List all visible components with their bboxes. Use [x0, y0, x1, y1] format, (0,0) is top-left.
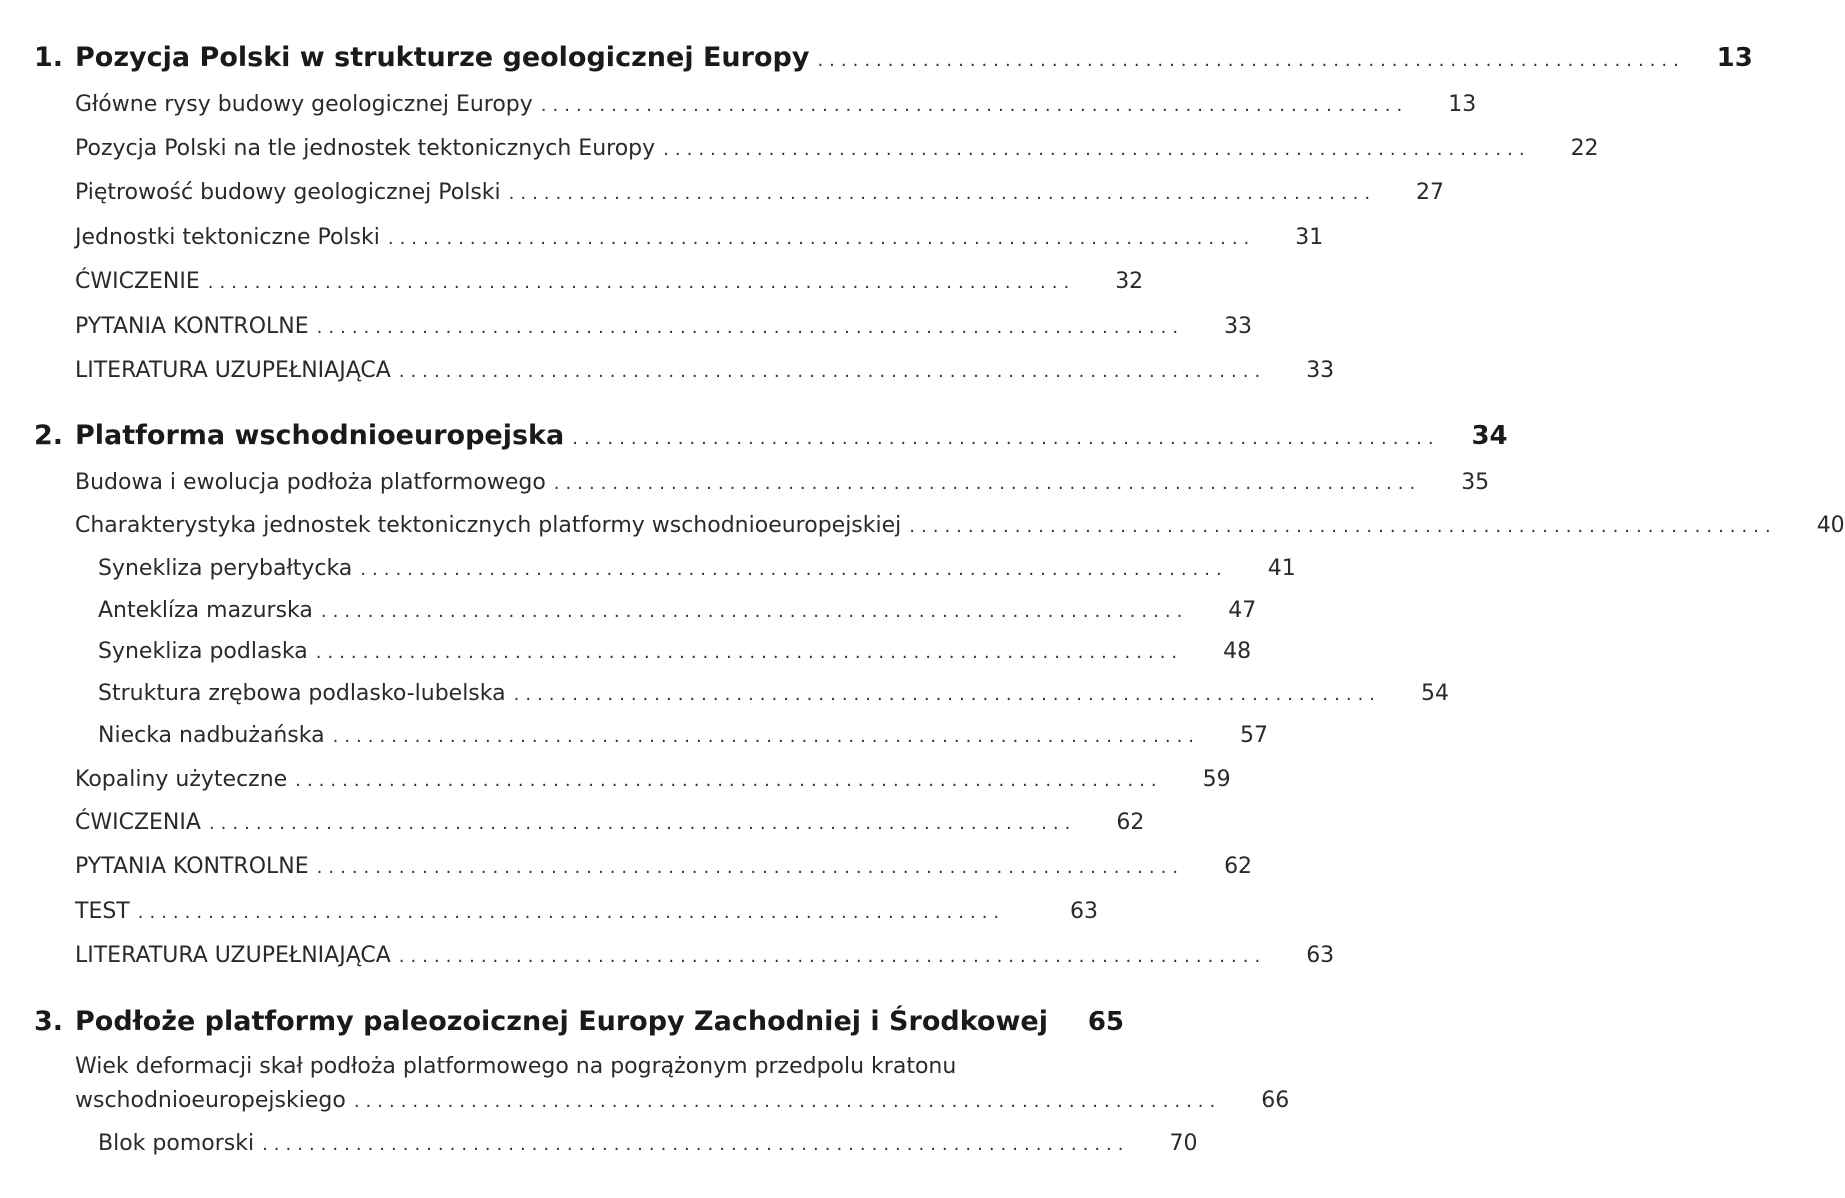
dot-leader: .......................................................................... — [572, 428, 1440, 449]
page-number: 41 — [1267, 556, 1296, 581]
chapter-number: 2. — [34, 420, 64, 451]
page-number: 13 — [1448, 92, 1477, 117]
entry-title: Główne rysy budowy geologicznej Europy — [75, 92, 533, 117]
dot-leader: .......................................................................... — [316, 317, 1185, 338]
dot-leader: .......................................................................... — [137, 902, 1006, 923]
entry-title: wschodnioeuropejskiego — [75, 1088, 346, 1113]
dot-leader: .......................................................................... — [295, 770, 1163, 791]
dot-leader: .......................................................................... — [817, 50, 1685, 71]
dot-leader: .......................................................................... — [398, 946, 1267, 967]
dot-leader: .......................................................................... — [320, 601, 1189, 622]
toc-entry — [0, 854, 1253, 879]
dot-leader: .......................................................................... — [513, 684, 1382, 705]
toc-entry — [0, 92, 1477, 117]
toc-entry — [0, 180, 1445, 205]
entry-title: Anteklíza mazurska — [98, 598, 313, 623]
chapter-title: Platforma wschodnioeuropejska — [75, 420, 565, 451]
page-number: 66 — [1261, 1088, 1290, 1113]
entry-title: Struktura zrębowa podlasko-lubelska — [98, 681, 506, 706]
toc-subentry — [0, 556, 1296, 581]
dot-leader: .......................................................................... — [262, 1134, 1130, 1155]
entry-title: Piętrowość budowy geologicznej Polski — [75, 180, 501, 205]
dot-leader: .......................................................................... — [909, 516, 1777, 537]
page-number: 62 — [1224, 854, 1253, 879]
page-number: 54 — [1421, 681, 1450, 706]
dot-leader: .......................................................................... — [207, 272, 1076, 293]
dot-leader: .......................................................................... — [540, 95, 1409, 116]
toc-subentry — [0, 681, 1450, 706]
entry-title: PYTANIA KONTROLNE — [75, 314, 309, 339]
chapter-number: 3. — [34, 1006, 64, 1037]
chapter-number: 1. — [34, 42, 64, 73]
dot-leader: .......................................................................... — [398, 361, 1267, 382]
entry-title: Jednostki tektoniczne Polski — [75, 225, 380, 250]
entry-title: Niecka nadbużańska — [98, 723, 325, 748]
entry-title: TEST — [75, 899, 130, 924]
page-number: 62 — [1116, 810, 1145, 835]
page-number: 63 — [1070, 899, 1098, 924]
page-number: 31 — [1295, 225, 1324, 250]
page-number: 47 — [1228, 598, 1257, 623]
dot-leader: .......................................................................... — [332, 726, 1201, 747]
toc-subentry — [0, 598, 1257, 623]
entry-title: LITERATURA UZUPEŁNIAJĄCA — [75, 943, 391, 968]
toc-entry — [0, 899, 1140, 924]
page-number: 27 — [1416, 180, 1445, 205]
page-number: 22 — [1570, 136, 1599, 161]
chapter-heading — [0, 420, 1508, 451]
entry-title: ĆWICZENIE — [75, 269, 200, 294]
entry-title: PYTANIA KONTROLNE — [75, 854, 309, 879]
page-number: 35 — [1461, 470, 1490, 495]
entry-title: Pozycja Polski na tle jednostek tektonicznych Europy — [75, 136, 656, 161]
dot-leader: .......................................................................... — [353, 1091, 1222, 1112]
toc-entry — [0, 767, 1231, 792]
entry-title: Blok pomorski — [98, 1131, 255, 1156]
toc-entry — [0, 1088, 1290, 1113]
entry-title: LITERATURA UZUPEŁNIAJĄCA — [75, 358, 391, 383]
toc-subentry — [0, 723, 1269, 748]
page-number: 65 — [1087, 1007, 1124, 1037]
page-number: 32 — [1115, 269, 1144, 294]
entry-title: Kopaliny użyteczne — [75, 767, 288, 792]
entry-title: Charakterystyka jednostek tektonicznych platformy wschodnioeuropejskiej — [75, 513, 902, 538]
page-number: 34 — [1471, 421, 1508, 451]
page-number: 57 — [1240, 723, 1269, 748]
chapter-heading — [0, 1006, 1140, 1037]
toc-entry — [0, 810, 1145, 835]
toc-entry — [0, 513, 1845, 538]
toc-subentry — [0, 1131, 1198, 1156]
toc-entry — [0, 314, 1253, 339]
toc-entry — [0, 225, 1324, 250]
entry-title: Synekliza perybałtycka — [98, 556, 353, 581]
dot-leader: .......................................................................... — [508, 183, 1377, 204]
chapter-title: Pozycja Polski w strukturze geologicznej Europy — [75, 42, 810, 73]
entry-title: ĆWICZENIA — [75, 810, 201, 835]
page-number: 40 — [1816, 513, 1845, 538]
page-number: 48 — [1223, 639, 1252, 664]
dot-leader: .......................................................................... — [208, 813, 1077, 834]
dot-leader: .......................................................................... — [387, 228, 1256, 249]
chapter-heading — [0, 42, 1753, 73]
toc-entry — [0, 943, 1335, 968]
dot-leader: .......................................................................... — [553, 473, 1422, 494]
page-number: 33 — [1224, 314, 1253, 339]
dot-leader: .......................................................................... — [316, 857, 1185, 878]
page-number: 63 — [1306, 943, 1335, 968]
dot-leader: .......................................................................... — [663, 139, 1531, 160]
page-number: 33 — [1306, 358, 1335, 383]
toc-entry — [0, 136, 1599, 161]
toc-entry — [0, 269, 1144, 294]
toc-subentry — [0, 639, 1252, 664]
page-number: 13 — [1716, 43, 1753, 73]
entry-title: Synekliza podlaska — [98, 639, 308, 664]
page-number: 59 — [1202, 767, 1231, 792]
dot-leader: .......................................................................... — [360, 559, 1228, 580]
chapter-title: Podłoże platformy paleozoicznej Europy Zachodniej i Środkowej — [75, 1006, 1048, 1037]
toc-entry — [0, 358, 1335, 383]
entry-title-line: Wiek deformacji skał podłoża platformowego na pogrążonym przedpolu kratonu — [75, 1054, 957, 1079]
dot-leader: .......................................................................... — [315, 642, 1184, 663]
page-number: 70 — [1169, 1131, 1198, 1156]
entry-title: Budowa i ewolucja podłoża platformowego — [75, 470, 546, 495]
toc-entry — [0, 470, 1490, 495]
